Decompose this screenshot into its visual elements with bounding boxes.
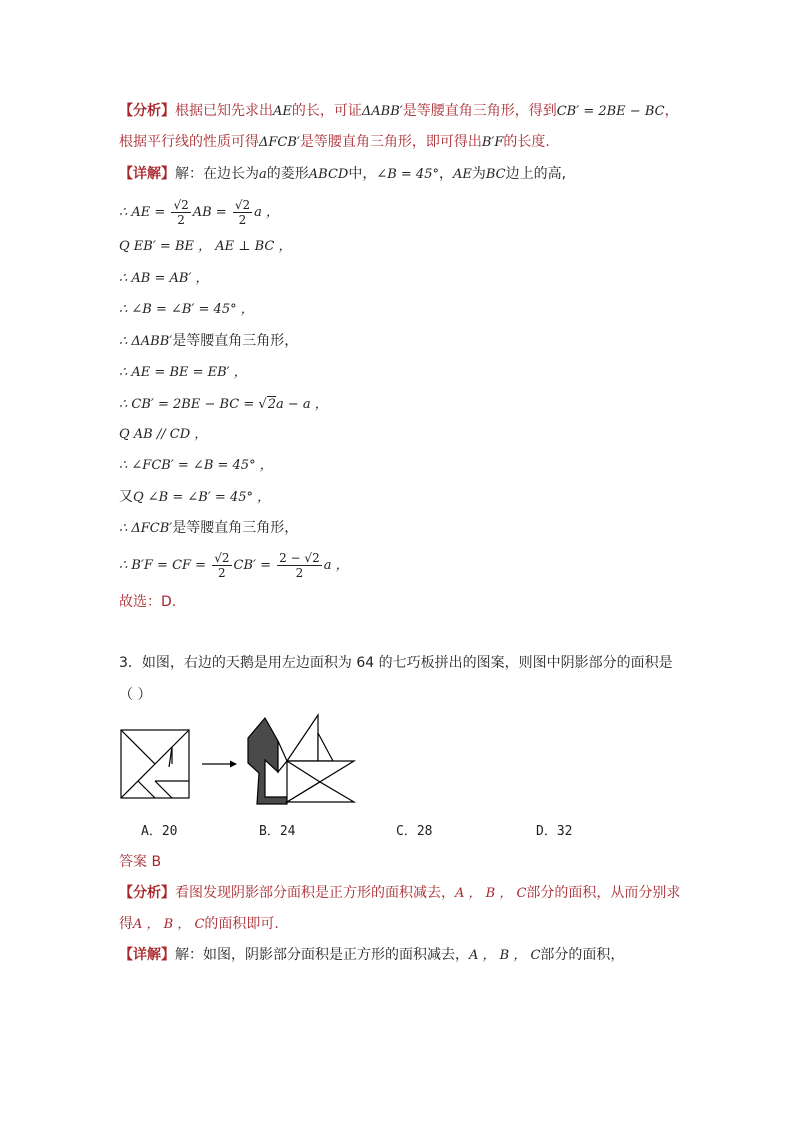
step-3: ∴ AB = AB′ ，: [119, 271, 209, 286]
tangram-line: [155, 781, 172, 798]
arrow-icon: [202, 761, 237, 768]
analysis-text: 看图发现阴影部分面积是正方形的面积减去，: [175, 885, 455, 901]
analysis-text: 的面积即可.: [204, 916, 279, 932]
tangram-piece: [278, 741, 287, 772]
analysis-text: 是等腰直角三角形，即可得出: [299, 134, 482, 150]
step-text: 是等腰直角三角形，: [172, 520, 299, 536]
analysis-text: 的长，可证: [291, 103, 362, 119]
math-text: ∴ ΔABB′: [119, 334, 173, 349]
fraction: [233, 198, 252, 227]
tangram-piece: [318, 733, 333, 761]
math-ae: AE: [273, 104, 292, 119]
math-ae: AE: [452, 167, 472, 182]
detail-tag: 【详解】: [119, 947, 175, 963]
detail-text: 解：如图，阴影部分面积是正方形的面积减去，: [175, 947, 469, 963]
step-9: ∴ ∠FCB′ = ∠B = 45° ，: [119, 458, 273, 473]
fraction: [171, 198, 190, 227]
math-abc: A ， B ， C: [455, 886, 527, 901]
detail-text: 解：在边长为: [175, 166, 259, 182]
analysis-text: 部分的面积，从而分别求: [526, 885, 681, 901]
answer-line: 故选：D.: [119, 594, 177, 610]
question-3-paren: （ ）: [119, 687, 152, 703]
math-text: a ，: [254, 205, 280, 220]
step-2: Q EB′ = BE ， AE ⊥ BC ，: [119, 239, 292, 254]
detail-text: 为: [471, 166, 486, 182]
detail-text: ，: [438, 166, 453, 182]
denominator: 2: [177, 212, 185, 227]
math-text: AB =: [192, 205, 231, 220]
math-text: CB′ =: [233, 558, 276, 573]
math-triangle: ΔFCB′: [259, 135, 300, 150]
step-7: [119, 393, 328, 416]
q3-analysis-line-1: [119, 882, 680, 905]
detail-text: 中，: [348, 166, 377, 182]
tangram-figure: [119, 713, 359, 805]
math-abcd: ABCD: [308, 167, 349, 182]
sqrt-radicand: 2: [267, 397, 276, 412]
math-text: ∴ ΔFCB′: [119, 521, 173, 536]
tangram-line: [138, 781, 155, 798]
option-b: B．24: [259, 824, 296, 839]
analysis-text: ，: [664, 103, 679, 119]
numerator: √2: [234, 197, 251, 212]
sqrt-sign: √: [258, 397, 267, 412]
math-text: ∴ B′F = CF =: [119, 558, 211, 573]
question-3-stem: 3．如图，右边的天鹅是用左边面积为 64 的七巧板拼出的图案，则图中阴影部分的面积是: [119, 655, 673, 671]
step-1: [119, 197, 279, 228]
detail-text: 部分的面积，: [540, 947, 625, 963]
q3-analysis-line-2: [119, 913, 279, 936]
answer-label: 答案 B: [119, 854, 162, 870]
tangram-square: [121, 730, 189, 798]
math-text: ∴ AE =: [119, 205, 170, 220]
analysis-text: 的长度.: [503, 134, 550, 150]
q3-detail-line-1: [119, 944, 624, 967]
analysis-line-2: [119, 131, 550, 154]
swan-figure: [248, 715, 354, 804]
analysis-line-1: [119, 100, 679, 123]
step-4: ∴ ∠B = ∠B′ = 45° ，: [119, 302, 254, 317]
math-angle: ∠B = 45°: [376, 167, 439, 182]
analysis-text: 得: [119, 916, 133, 932]
tangram-line: [121, 730, 155, 764]
numerator: √2: [173, 197, 189, 212]
math-text: ∴ CB′ = 2BE − BC =: [119, 397, 259, 412]
option-d: D．32: [536, 824, 573, 839]
detail-tag: 【详解】: [119, 166, 175, 182]
detail-line-1: [119, 163, 566, 186]
math-abc: A ， B ， C: [133, 917, 205, 932]
analysis-tag: 【分析】: [119, 885, 175, 901]
math-abc: A ， B ， C: [469, 948, 541, 963]
tangram-piece: [287, 715, 318, 761]
step-12: [119, 550, 349, 581]
math-text: Q ∠B = ∠B′ = 45° ，: [133, 490, 271, 505]
analysis-text: 根据平行线的性质可得: [119, 134, 259, 150]
denominator: 2: [218, 565, 226, 580]
math-triangle: ΔABB′: [361, 104, 403, 119]
step-5: [119, 330, 298, 353]
math-bf: B′F: [481, 135, 504, 150]
math-var: a: [259, 167, 267, 182]
detail-text: 的菱形: [266, 166, 309, 182]
step-text: 又: [119, 489, 133, 505]
denominator: 2: [238, 212, 247, 227]
numerator: 2 − √2: [279, 550, 320, 565]
numerator: √2: [214, 550, 230, 565]
math-text: a ，: [323, 558, 349, 573]
step-text: 是等腰直角三角形，: [172, 333, 299, 349]
step-8: Q AB // CD ，: [119, 427, 208, 442]
option-c: C．28: [396, 824, 433, 839]
fraction: [212, 551, 231, 580]
denominator: 2: [295, 565, 304, 580]
math-text: a − a ，: [275, 397, 328, 412]
fraction: [277, 551, 322, 580]
analysis-text: 是等腰直角三角形，得到: [402, 103, 557, 119]
option-a: A．20: [141, 824, 178, 839]
analysis-tag: 【分析】: [119, 103, 175, 119]
step-11: [119, 517, 298, 540]
analysis-text: 根据已知先求出: [175, 103, 273, 119]
step-6: ∴ AE = BE = EB′ ，: [119, 365, 247, 380]
detail-text: 边上的高,: [505, 166, 567, 182]
step-10: [119, 486, 270, 509]
math-bc: BC: [485, 167, 506, 182]
math-equation: CB′ = 2BE − BC: [556, 104, 665, 119]
